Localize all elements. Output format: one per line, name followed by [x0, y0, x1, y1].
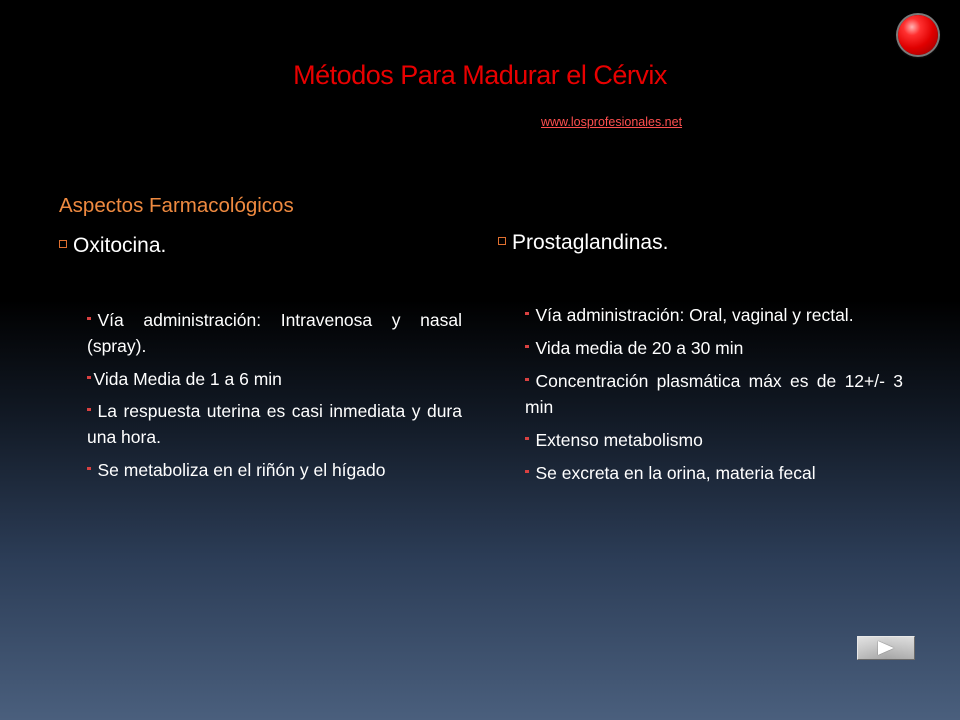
list-item: Extenso metabolismo: [525, 427, 903, 453]
square-bullet-icon: [498, 237, 506, 245]
play-arrow-icon: [878, 641, 894, 655]
next-slide-button[interactable]: [857, 636, 915, 660]
list-item: Vía administración: Oral, vaginal y rectal.: [525, 302, 903, 328]
bullet-dot-icon: [87, 376, 91, 380]
bullet-dot-icon: [87, 317, 91, 321]
right-bullet-list: [525, 302, 903, 493]
slide-title: Métodos Para Madurar el Cérvix: [293, 60, 667, 90]
left-heading-text: Oxitocina.: [73, 234, 167, 257]
bullet-dot-icon: [525, 470, 529, 474]
bullet-dot-icon: [525, 345, 529, 349]
bullet-dot-icon: [87, 408, 91, 412]
left-bullet-list: [87, 307, 462, 490]
bullet-dot-icon: [87, 467, 91, 471]
left-column-heading: [59, 234, 166, 258]
list-item: Vida Media de 1 a 6 min: [87, 366, 462, 392]
website-link[interactable]: www.losprofesionales.net: [541, 115, 683, 129]
section-heading: Aspectos Farmacológicos: [59, 194, 294, 217]
list-item: Vía administración: Intravenosa y nasal (spray).: [87, 310, 462, 356]
list-item: Se excreta en la orina, materia fecal: [525, 460, 903, 486]
square-bullet-icon: [59, 240, 67, 248]
list-item: Vida media de 20 a 30 min: [525, 335, 903, 361]
red-circle-icon: [898, 15, 938, 55]
bullet-dot-icon: [525, 437, 529, 441]
right-column-heading: [498, 231, 668, 255]
list-item: Concentración plasmática máx es de 12+/- 3 min: [525, 371, 903, 417]
right-heading-text: Prostaglandinas.: [512, 231, 669, 254]
bullet-dot-icon: [525, 378, 529, 382]
bullet-dot-icon: [525, 312, 529, 316]
list-item: La respuesta uterina es casi inmediata y dura una hora.: [87, 401, 462, 447]
list-item: Se metaboliza en el riñón y el hígado: [87, 457, 462, 483]
